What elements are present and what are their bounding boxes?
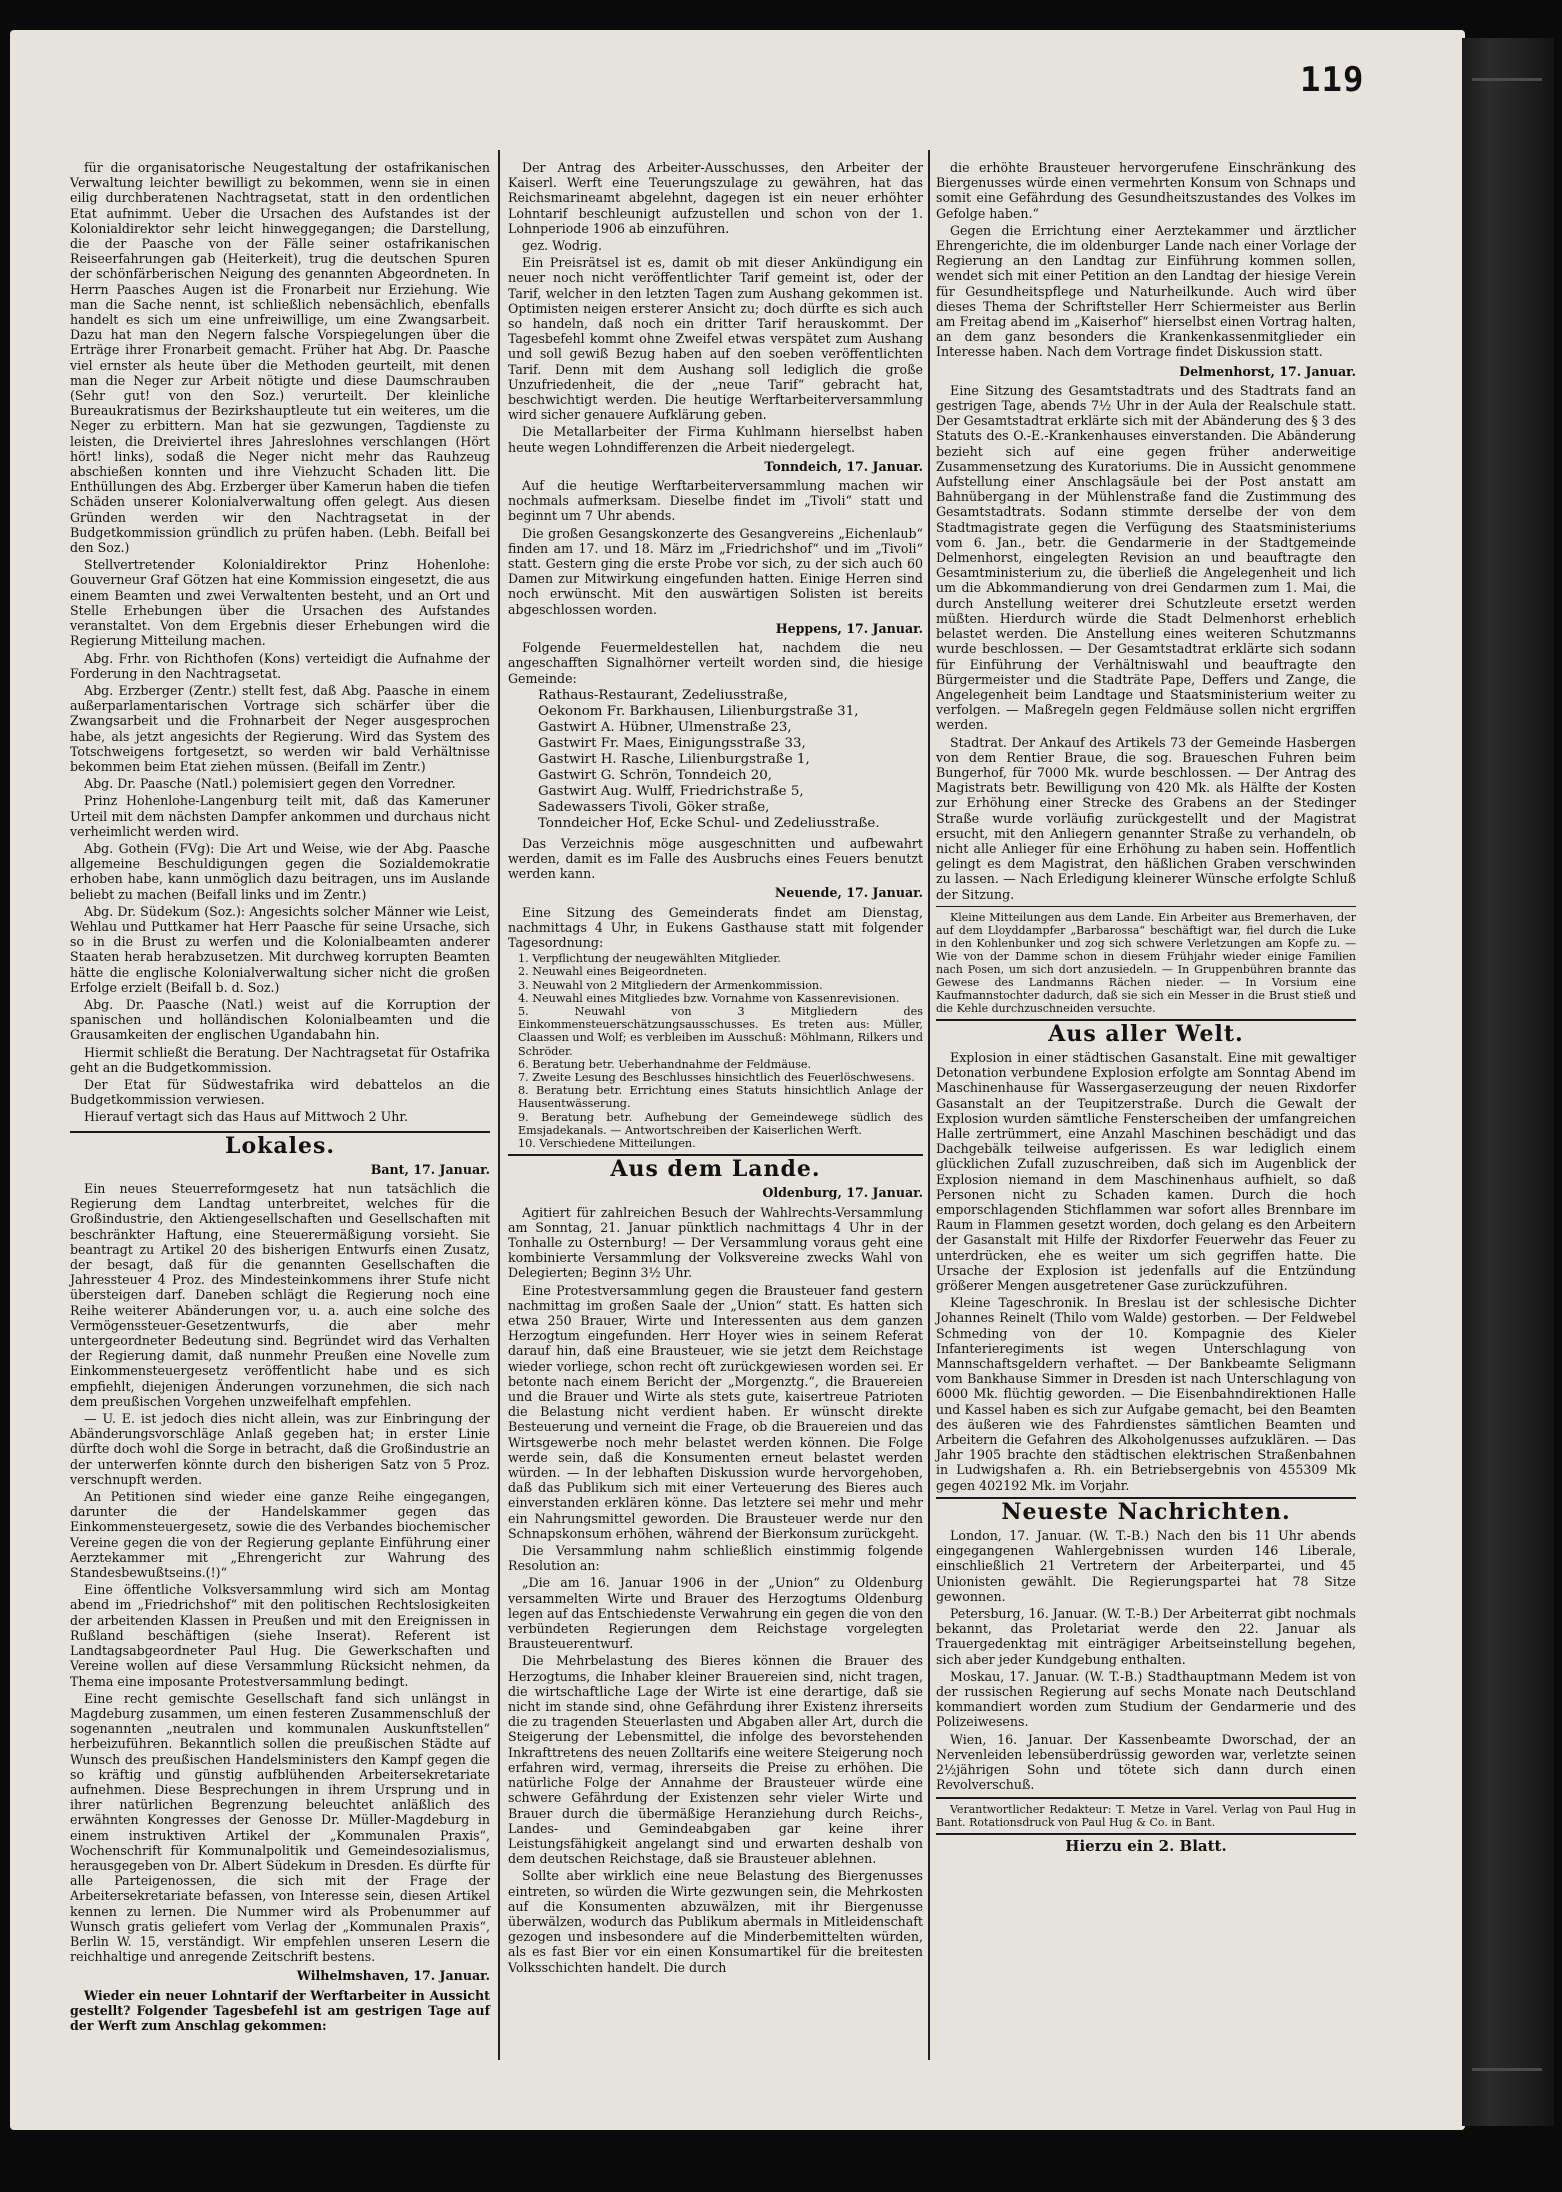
feuermelde-intro: Folgende Feuermeldestellen hat, nachdem die neu angeschafften Signalhörner verteilt worden sind, die hiesige Gemeinde:: [508, 640, 923, 686]
paragraph: Der Antrag des Arbeiter-Ausschusses, den Arbeiter der Kaiserl. Werft eine Teuerungszulage zu gewähren, hat das Reichsmarineamt abgelehnt, dagegen ist ein neuer erhöhter Lohntarif beschleunigt aufzustellen und schon von der 1. Lohnperiode 1906 ab einzuführen.: [508, 160, 923, 236]
paragraph: Abg. Dr. Südekum (Soz.): Angesichts solcher Männer wie Leist, Wehlau und Puttkamer hat Herr Paasche für seine Ursache, sich so in die Brust zu werfen und die Kolonialbeamten anderer Staaten herab herabzusetzen. Mit durchweg korrupten Beamten hätte die englische Kolonialverwaltung sicher nicht die großen Erfolge erzielt (Beifall b. d. Soz.): [70, 903, 490, 995]
column-3-top-text: [936, 160, 1356, 360]
agenda-item: 5. Neuwahl von 3 Mitgliedern des Einkommensteuerschätzungsausschusses. Es treten aus: Müller, Claassen und Wolf; es verbleiben im Ausschuß: Möhlmann, Rilkers und Schröder.: [518, 1004, 923, 1058]
section-title-aus-aller-welt: Aus aller Welt.: [1048, 1020, 1244, 1047]
agenda-item: 3. Neuwahl von 2 Mitgliedern der Armenkommission.: [518, 978, 823, 992]
dateline-delmenhorst: Delmenhorst, 17. Januar.: [1179, 363, 1356, 379]
paragraph: Stellvertretender Kolonialdirektor Prinz Hohenlohe: Gouverneur Graf Götzen hat eine Kommission eingesetzt, die aus einem Beamten und zwei Verwaltenten besteht, und an Ort und Stelle Erhebungen über die Ursachen des Aufstandes veranstaltet. Von dem Ergebnis dieser Erhebungen wird die Regierung Mitteilung machen.: [70, 557, 490, 649]
dateline-oldenburg: Oldenburg, 17. Januar.: [762, 1185, 923, 1201]
tonndeich-articles: [508, 478, 923, 617]
paragraph: Agitiert für zahlreichen Besuch der Wahlrechts-Versammlung am Sonntag, 21. Januar pünktlich nachmittags 4 Uhr in der Tonhalle zu Osternburg! — Der Versammlung voraus geht eine kombinierte Versammlung der Volksvereine zwecks Wahl von Delegierten; Beginn 3½ Uhr.: [508, 1204, 923, 1281]
paragraph: Kleine Tageschronik. In Breslau ist der schlesische Dichter Johannes Reinelt (Thilo vom Walde) gestorben. — Der Feldwebel Schmeding von der 10. Kompagnie des Kieler Infanterieregiments ist wegen Unterschlagung von Mannschaftsgeldern verhaftet. — Der Bankbeamte Seligmann vom Bankhause Simmer in Dresden ist nach Unterschlagung von 6000 Mk. flüchtig geworden. — Die Eisenbahndirektionen Halle und Kassel haben es sich zur Aufgabe gemacht, bei den Beamten des äußeren wie des Fahrdienstes sämtlichen Beamten und Arbeitern die Gefahren des Alkoholgenusses aufzuklären. — Das Jahr 1905 brachte den städtischen elektrischen Straßenbahnen in Ludwigshafen a. Rh. ein Betriebsergebnis von 455309 Mk gegen 402192 Mk. im Vorjahr.: [936, 1295, 1356, 1493]
book-spine: [1462, 38, 1554, 2126]
paragraph: die erhöhte Brausteuer hervorgerufene Einschränkung des Biergenusses würde einen vermehrten Konsum von Schnaps und somit eine Gefährdung des Gesundheitszustandes des Volkes im Gefolge haben.“: [936, 160, 1356, 221]
paragraph: London, 17. Januar. (W. T.-B.) Nach den bis 11 Uhr abends eingegangenen Wahlergebnissen wurden 146 Liberale, einschließlich 21 Vertretern der Arbeiterpartei, und 45 Unionisten gewählt. Die Regierungspartei hat 78 Sitze gewonnen.: [936, 1528, 1356, 1604]
agenda-item: 6. Beratung betr. Ueberhandnahme der Feldmäuse.: [518, 1057, 812, 1071]
section-title-lokales: Lokales.: [224, 1132, 336, 1159]
column-1-body: [70, 1181, 490, 1964]
paragraph: Abg. Dr. Paasche (Natl.) polemisiert gegen den Vorredner.: [84, 776, 456, 792]
paragraph: Moskau, 17. Januar. (W. T.-B.) Stadthauptmann Medem ist von der russischen Regierung auf sechs Monate nach Deutschland kommandiert worden zum Studium der Gendarmerie und des Polizeiwesens.: [936, 1668, 1356, 1730]
kleine-mitteilungen: Kleine Mitteilungen aus dem Lande. Ein Arbeiter aus Bremerhaven, der auf dem Lloyddampfer „Barbarossa“ beschäftigt war, fiel durch die Luke in den Kohlenbunker und zog sich schwere Verletzungen am Kopfe zu. — Wie von der Damme schon in diesem Frühjahr wieder einige Familien nach Posen, um sich dort anzusiedeln. — In Gruppenbühren brannte das Gewese des Landmanns Rächen nieder. — In Vorsium eine Kaufmannstochter dadurch, daß sie sich ein Messer in die Brust stieß und die Kehle durchzuschneiden versuchte.: [936, 910, 1356, 1015]
supplement-note: Hierzu ein 2. Blatt.: [1065, 1836, 1227, 1855]
list-item: Gastwirt Aug. Wulff, Friedrichstraße 5,: [538, 783, 804, 799]
oldenburg-articles: [508, 1205, 923, 1975]
paragraph: Wien, 16. Januar. Der Kassenbeamte Dworschad, der an Nervenleiden lebensüberdrüssig geworden war, verletzte seinen 2½jährigen Sohn und tötete sich dann durch einen Revolverschuß.: [936, 1731, 1356, 1793]
agenda-item: 10. Verschiedene Mitteilungen.: [518, 1136, 696, 1150]
paragraph: Eine Sitzung des Gesamtstadtrats und des Stadtrats fand an gestrigen Tage, abends 7½ Uhr in der Aula der Realschule statt. Der Gesamtstadtrat erklärte sich mit der Abänderung des § 3 des Statuts des O.-E.-Krankenhauses einverstanden. Die Abänderung bezieht sich auf eine gegen früher anderweitige Zusammensetzung des Kuratoriums. Die in Aussicht genommene Aufstellung einer Anschlagsäule bei der Post anstatt am Bahnübergang in der Mühlenstraße fand die Zustimmung des Gesamtstadtrats. Sodann stimmte derselbe der von dem Stadtmagistrate gegen die Verfügung des Staatsministeriums vom 6. Jan., betr. die Gendarmerie in der Stadtgemeinde Delmenhorst, eingelegten Revision an und beauftragte den Gesamtministerium zu, die überließ die Angelegenheit und lich um die Abkommandierung von drei Gendarmen zum 1. Mai, die durch Anstellung weiterer drei Schutzleute ersetzt werden müßten. Hierdurch würde die Stadt Delmenhorst erheblich belastet werden. Die Anstellung eines weiteren Schutzmanns wurde beschlossen. — Der Gesamtstadtrat erklärte sich sodann für Einführung der Verhältniswahl und beauftragte den Bürgermeister und die Stadträte Pape, Deffers und Zange, die Angelegenheit beim Landtage und Staatsministerium weiter zu verfolgen. — Maßregeln gegen Feldmäuse sollen nicht ergriffen werden.: [936, 382, 1356, 733]
agenda-item: 4. Neuwahl eines Mitgliedes bzw. Vornahme von Kassenrevisionen.: [518, 991, 900, 1005]
paragraph: Die Versammlung nahm schließlich einstimmig folgende Resolution an:: [508, 1543, 923, 1574]
paragraph: An Petitionen sind wieder eine ganze Reihe eingegangen, darunter die der Handelskammer gegen das Einkommensteuergesetz, sowie die des Verbandes biochemischer Vereine gegen die von der Regierung geplante Einführung einer Aerztekammer mit „Ehrengericht zur Wahrung des Standesbewußtseins.(!)“: [70, 1489, 490, 1581]
column-rule-2: [928, 150, 930, 2060]
paragraph: Abg. Gothein (FVg): Die Art und Weise, wie der Abg. Paasche allgemeine Beschuldigungen gegen die Sozialdemokratie erhoben habe, kann unmöglich dazu beitragen, uns im Auslande beliebt zu machen (Beifall links und im Zentr.): [70, 840, 490, 902]
paragraph: Die großen Gesangskonzerte des Gesangvereins „Eichenlaub“ finden am 17. und 18. März im „Friedrichshof“ und im „Tivoli“ statt. Gestern ging die erste Probe vor sich, zu der sich auch 60 Damen zur Mitwirkung eingefunden hatten. Einige Herren sind noch erwünscht. Mit den auswärtigen Solisten ist bereits abgeschlossen worden.: [508, 525, 923, 617]
agenda-item: 1. Verpflichtung der neugewählten Mitglieder.: [518, 952, 781, 966]
agenda-item: 9. Beratung betr. Aufhebung der Gemeindewege südlich des Emsjadekanals. — Antwortschreiben der Kaiserlichen Werft.: [518, 1110, 923, 1137]
aus-aller-welt-articles: [936, 1050, 1356, 1493]
paragraph: für die organisatorische Neugestaltung der ostafrikanischen Verwaltung leichter bewilligt zu bekommen, wenn sie in einen eilig durchberatenen Nachtragsetat, statt in den ordentlichen Etat aufnimmt. Ueber die Ursachen des Aufstandes ist der Kolonialdirektor sehr leicht hinweggegangen; die Darstellung, die der Paasche von der Fälle seiner ostafrikanischen Reiseerfahrungen gab (Heiterkeit), trug die deutschen Spuren der schönfärberischen Neigung des genannten Abgeordneten. In Herrn Paasches Augen ist die Fronarbeit nur Erziehung. Wie man die Sache nennt, ist schließlich nebensächlich, ebenfalls handelt es sich um eine unfreiwillige, um eine Zwangsarbeit. Dazu hat man den Negern falsche Vorspiegelungen über die Erträge ihrer Fronarbeit gemacht. Früher hat Abg. Dr. Paasche viel ernster als heute über die Methoden geurteilt, mit denen man die Neger zur Arbeit nötigte und diese Daumschrauben (Sehr gut! von den Soz.) verurteilt. Der kleinliche Bureaukratismus der Bezirkshauptleute tut ein weiteres, um die Neger zu erbittern. Man hat sie gezwungen, Tagdienste zu leisten, die Dreiviertel ihres Jahreslohnes verschlangen (Hört hört! links), sodaß die Neger nicht mehr das Rauhzeug abschießen konnten und ihre Viehzucht Schaden litt. Die Enthüllungen des Abg. Erzberger über Kamerun haben die tiefen Schäden unserer Kolonialverwaltung offen gelegt. Aus diesen Gründen werden wir den Nachtragsetat in der Budgetkommission gründlich zu prüfen haben. (Lebh. Beifall bei den Soz.): [70, 160, 490, 556]
paragraph: Die Metallarbeiter der Firma Kuhlmann hierselbst haben heute wegen Lohndifferenzen die Arbeit niedergelegt.: [508, 424, 923, 455]
list-item: Oekonom Fr. Barkhausen, Lilienburgstraße 31,: [538, 703, 859, 719]
list-item: Gastwirt H. Rasche, Lilienburgstraße 1,: [538, 751, 810, 767]
paragraph: Auf die heutige Werftarbeiterversammlung machen wir nochmals aufmerksam. Dieselbe findet im „Tivoli“ statt und beginnt um 7 Uhr abends.: [508, 478, 923, 524]
dateline-bant: Bant, 17. Januar.: [370, 1161, 490, 1177]
agenda-item: 8. Beratung betr. Errichtung eines Statuts hinsichtlich Anlage der Hausentwässerung.: [518, 1084, 923, 1111]
dateline-tonndeich: Tonndeich, 17. Januar.: [764, 458, 923, 474]
paragraph: Explosion in einer städtischen Gasanstalt. Eine mit gewaltiger Detonation verbundene Explosion erfolgte am Sonntag Abend im Maschinenhause für Wassergaserzeugung der neuen Rixdorfer Gasanstalt an der Teupitzerstraße. Durch die Gewalt der Explosion wurden sämtliche Fensterscheiben der umfangreichen Halle zertrümmert, eine Anzahl Maschinen beschädigt und das Dachgebälk teilweise aufgerissen. Es war lediglich einem glücklichen Zufall zuzuschreiben, daß sich im Augenblick der Explosion niemand in dem Maschinenhaus aufhielt, so daß Personen nicht zu Schaden kamen. Durch die hoch emporschlagenden Stichflammen war sofort alles Brennbare im Raum in Flammen gesetzt worden, doch gelang es den Arbeitern der Gasanstalt mit Hilfe der Rixdorfer Feuerwehr das Feuer zu unterdrücken, ehe es weiter um sich gegriffen hatte. Die Ursache der Explosion ist jedenfalls auf die Entzündung größerer Mengen ausgetretener Gase zurückzuführen.: [936, 1049, 1356, 1293]
paragraph: Eine recht gemischte Gesellschaft fand sich unlängst in Magdeburg zusammen, um einen festeren Zusammenschluß der sogenannten „neutralen und kommunalen Auskunftstellen“ herbeizuführen. Bekanntlich sollen die preußischen Städte auf Wunsch des preußischen Handelsministers den Kampf gegen die so kräftig und günstig aufblühenden Arbeitersekretariate aufnehmen. Diese Besprechungen in ihrem Ursprung und in ihrer natürlichen Begrenzung beleuchtet anläßlich des erwähnten Kongresses der Genosse Dr. Müller-Magdeburg in einem instruktiven Artikel der „Kommunalen Praxis“, Wochenschrift für Kommunalpolitik und Gemeindesozialismus, herausgegeben von Dr. Albert Südekum in Dresden. Es dürfte für alle Parteigenossen, die sich mit der Frage der Arbeitersekretariate befassen, von Interesse sein, diesen Artikel kennen zu lernen. Die Nummer wird als Probenummer auf Wunsch gratis geliefert vom Verlag der „Kommunalen Praxis“, Berlin W. 15, verständigt. Wir empfehlen unseren Lesern die reichhaltige und anregende Zeitschrift bestens.: [70, 1690, 490, 1965]
paragraph: Der Etat für Südwestafrika wird debattelos an die Budgetkommission verwiesen.: [70, 1076, 490, 1108]
list-item: Gastwirt A. Hübner, Ulmenstraße 23,: [538, 719, 792, 735]
dateline-wilhelmshaven: Wilhelmshaven, 17. Januar.: [296, 1968, 490, 1984]
paragraph: Petersburg, 16. Januar. (W. T.-B.) Der Arbeiterrat gibt nochmals bekannt, das Proletariat werde den 22. Januar als Trauergedenktag mit einträgiger Arbeitseinstellung begehen, sich aber jeder Kundgebung enthalten.: [936, 1606, 1356, 1667]
gemeinderat-intro: Eine Sitzung des Gemeinderats findet am Dienstag, nachmittags 4 Uhr, in Eukens Gasthause statt mit folgender Tagesordnung:: [508, 904, 923, 950]
neueste-nachrichten-articles: [936, 1528, 1356, 1792]
paragraph: „Die am 16. Januar 1906 in der „Union“ zu Oldenburg versammelten Wirte und Brauer des Herzogtums Oldenburg legen auf das Entschiedenste Verwahrung ein gegen die von den verbündeten Regierungen dem Reichstage vorgelegten Brausteuerentwurf.: [508, 1575, 923, 1652]
page-number: 119: [1300, 60, 1365, 100]
column-1-top-text: [70, 160, 490, 1125]
paragraph: Die Mehrbelastung des Bieres können die Brauer des Herzogtums, die Inhaber kleiner Brauereien sind, nicht tragen, die wirtschaftliche Lage der Wirte ist eine derartige, daß sie nicht im stande sind, ohne Gefährdung ihrer Existenz ihrerseits die zu tragenden Steuerlasten und Abgaben aller Art, durch die Steigerung der Lebensmittel, die infolge des bevorstehenden Inkrafttretens des neuen Zolltarifs eine weitere Steigerung noch erfahren wird, vermag, ihrerseits die Preise zu erhöhen. Die natürliche Folge der Annahme der Brausteuer würde eine schwere Gefährdung der Existenzen sehr vieler Wirte und Brauer durch die übermäßige Heranziehung durch Reichs-, Landes- und Gemindeabgaben gar keine ihrer Leistungsfähigkeit angelangt sind und erwarten deshalb von dem deutschen Reichstage, daß sie Brausteuer ablehnen.: [508, 1653, 923, 1867]
column-1: [70, 160, 490, 2035]
agenda-item: 2. Neuwahl eines Beigeordneten.: [518, 965, 707, 979]
paragraph: Ein Preisrätsel ist es, damit ob mit dieser Ankündigung ein neuer noch nicht veröffentlichter Tarif gemeint ist, oder der Tarif, welcher in den letzten Tagen zum Aushang gekommen ist. Optimisten neigen ersterer Ansicht zu; doch dürfte es sich auch so handeln, daß noch ein dritter Tarif herauskommt. Der Tagesbefehl kommt ohne Zweifel etwas verspätet zum Aushang und soll gewiß Bezug haben auf den soeben veröffentlichten Tarif. Denn mit dem Aushang soll lediglich die große Unzufriedenheit, die der „neue Tarif“ gebracht hat, beschwichtigt werden. Die heutige Werftarbeiterversammlung wird sicher genauere Aufklärung geben.: [508, 255, 923, 423]
agenda-item: 7. Zweite Lesung des Beschlusses hinsichtlich des Feuerlöschwesens.: [518, 1070, 915, 1084]
paragraph: Hiermit schließt die Beratung. Der Nachtragsetat für Ostafrika geht an die Budgetkommission.: [70, 1044, 490, 1075]
paragraph: Abg. Erzberger (Zentr.) stellt fest, daß Abg. Paasche in einem außerparlamentarischen Vortrage sich schärfer über die Zwangsarbeit und die Frohnarbeit der Neger ausgesprochen habe, als jetzt angesichts der Regierung. Wird das System des Totschweigens fortgesetzt, so werden wir bald Verhältnisse bekommen beim Etat ziehen müssen. (Beifall im Zentr.): [70, 682, 490, 774]
paragraph: Stadtrat. Der Ankauf des Artikels 73 der Gemeinde Hasbergen von dem Rentier Braue, die sog. Braueschen Fuhren beim Bungerhof, für 7000 Mk. wurde beschlossen. — Der Antrag des Magistrats betr. Bewilligung von 420 Mk. als Hälfte der Kosten zur Erhöhung einer Strecke des Grabens an der Stedinger Straße wurde vorläufig zurückgestellt und der Magistrat ersucht, mit den Anliegern genannter Straße zu verhandeln, ob nicht alle Anlieger für eine Erhöhung zu haben sein. Hoffentlich gelingt es dem Magistrat, den häßlichen Graben verschwinden zu lassen. — Nach Erledigung kleinerer Wünsche erfolgte Schluß der Sitzung.: [936, 734, 1356, 902]
paragraph: Ein neues Steuerreformgesetz hat nun tatsächlich die Regierung dem Landtag unterbreitet, welches für die Großindustrie, den Aktiengesellschaften und Gesellschaften mit beschränkter Haftung, eine Steuerermäßigung vorsieht. Sie beantragt zu Artikel 20 des bisherigen Entwurfs einen Zusatz, der besagt, daß für die genannten Gesellschaften die Jahressteuer 4 Proz. des Mindesteinkommens ihrer Stufe nicht übersteigen darf. Daneben schlägt die Regierung noch eine Reihe weiterer Abänderungen vor, u. a. auch eine solche des Vermögenssteuer-Gesetzentwurfs, die aber mehr untergeordneter Bedeutung sind. Begründet wird das Verhalten der Regierung damit, daß nunmehr Preußen eine Novelle zum Einkommensteuergesetz veröffentlicht habe und es sich empfiehlt, diejenigen Änderungen vorzunehmen, die sich nach dem preußischen Vorgehen unzweifelhaft empfehlen.: [70, 1181, 490, 1409]
list-item: Gastwirt Fr. Maes, Einigungsstraße 33,: [538, 735, 806, 751]
article-werftarbeiter: Wieder ein neuer Lohntarif der Werftarbeiter in Aussicht gestellt? Folgender Tagesbefehl ist am gestrigen Tage auf der Werft zum Anschlag gekommen:: [70, 1987, 490, 2033]
paragraph: Abg. Frhr. von Richthofen (Kons) verteidigt die Aufnahme der Forderung in den Nachtragsetat.: [70, 650, 490, 681]
section-title-aus-dem-lande: Aus dem Lande.: [610, 1156, 821, 1183]
list-item: Gastwirt G. Schrön, Tonndeich 20,: [538, 767, 773, 783]
feuermelde-list: [538, 688, 923, 832]
paragraph: Eine öffentliche Volksversammlung wird sich am Montag abend im „Friedrichshof“ mit den politischen Rechtslosigkeiten der arbeitenden Klassen in Preußen und mit den Ereignissen in Rußland beschäftigen (siehe Inserat). Referent ist Landtagsabgeordneter Paul Hug. Die Gewerkschaften und Vereine wollen auf diese Versammlung Rücksicht nehmen, da Thema eine imposante Protestversammlung bedingt.: [70, 1582, 490, 1689]
agenda-list: [518, 952, 923, 1150]
paragraph: Sollte aber wirklich eine neue Belastung des Biergenusses eintreten, so würden die Wirte gezwungen sein, die Mehrkosten auf die Konsumenten abzuwälzen, mit ihr Biergenusse überwälzen, wodurch das Publikum abermals in Mitleidenschaft gezogen und insbesondere auf die Minderbemittelten würden, als es fast Bier vor ein einen Konsumartikel für die breitesten Volksschichten handelt. Die durch: [508, 1868, 923, 1975]
dateline-neuende: Neuende, 17. Januar.: [774, 885, 923, 901]
list-item: Sadewassers Tivoli, Göker straße,: [538, 799, 770, 815]
dateline-heppens: Heppens, 17. Januar.: [775, 620, 923, 636]
section-title-neueste-nachrichten: Neueste Nachrichten.: [1001, 1498, 1291, 1525]
column-3: [936, 160, 1356, 1854]
paragraph: Abg. Dr. Paasche (Natl.) weist auf die Korruption der spanischen und holländischen Kolonialbeamten und die Grausamkeiten der englischen Ugandabahn hin.: [70, 996, 490, 1043]
paragraph: — U. E. ist jedoch dies nicht allein, was zur Einbringung der Abänderungsvorschläge Anlaß gegeben hat; in erster Linie dürfte doch wohl die Sorge in betracht, daß die Großindustrie an der unterwerfen könnte durch den bisherigen Satz von 5 Proz. verschnupft werden.: [70, 1411, 490, 1487]
column-2: [508, 160, 923, 1977]
imprint: Verantwortlicher Redakteur: T. Metze in Varel. Verlag von Paul Hug in Bant. Rotationsdruck von Paul Hug & Co. in Bant.: [936, 1802, 1356, 1829]
list-item: Tonndeicher Hof, Ecke Schul- und Zedeliusstraße.: [538, 815, 880, 831]
paragraph: Gegen die Errichtung einer Aerztekammer und ärztlicher Ehrengerichte, die im oldenburger Lande nach einer Vorlage der Regierung an den Landtag zur Einführung kommen sollen, wendet sich mit einer Petition an den Landtag der hiesige Verein für Gesundheitspflege und Naturheilkunde. Auch wird über dieses Thema der Schriftsteller Herr Schiermeister aus Berlin am Freitag abend im „Kaiserhof“ hierselbst einen Vortrag halten, an dem ganz besonders die Krankenkassenmitglieder ein Interesse haben. Nach dem Vortrage findet Diskussion statt.: [936, 222, 1356, 360]
list-item: Rathaus-Restaurant, Zedeliusstraße,: [538, 687, 788, 703]
paragraph: gez. Wodrig.: [522, 238, 603, 254]
column-2-top-text: [508, 160, 923, 455]
paragraph: Eine Protestversammlung gegen die Brausteuer fand gestern nachmittag im großen Saale der „Union“ statt. Es hatten sich etwa 250 Brauer, Wirte und Interessenten aus dem ganzen Herzogtum eingefunden. Herr Hoyer wies in seinem Referat darauf hin, daß eine Brausteuer, wie sie jetzt dem Reichstage wieder vorliege, schon recht oft zurückgewiesen worden sei. Er betonte nach einem Bericht der „Morgenztg.“, die Brauereien und die Brauer und Wirte als stets gute, kaisertreue Patrioten die Belastung nicht verdient haben. Er wünscht direkte Besteuerung und verneint die Frage, ob die Brauereien und das Wirtsgewerbe noch mehr belastet werden können. Die Folge werde sein, daß die Konsumenten erneut belastet werden würden. — In der lebhaften Diskussion wurde hervorgehoben, daß das Publikum sich mit einer Verteuerung des Bieres auch einverstanden erklären könne. Das letztere sei mehr und mehr ein Nahrungsmittel geworden. Die Brausteuer werde nur den Schnapskonsum erhöhen, während der Bierkonsum zurückgeht.: [508, 1282, 923, 1541]
paragraph: Prinz Hohenlohe-Langenburg teilt mit, daß das Kameruner Urteil mit dem nächsten Dampfer ankommen und durchaus nicht verheimlicht werden wird.: [70, 793, 490, 839]
feuermelde-note: Das Verzeichnis möge ausgeschnitten und aufbewahrt werden, damit es im Falle des Ausbruchs eines Feuers benutzt werden kann.: [508, 835, 923, 882]
column-rule-1: [498, 150, 500, 2060]
paragraph: Hierauf vertagt sich das Haus auf Mittwoch 2 Uhr.: [84, 1109, 409, 1125]
delmenhorst-articles: [936, 383, 1356, 902]
